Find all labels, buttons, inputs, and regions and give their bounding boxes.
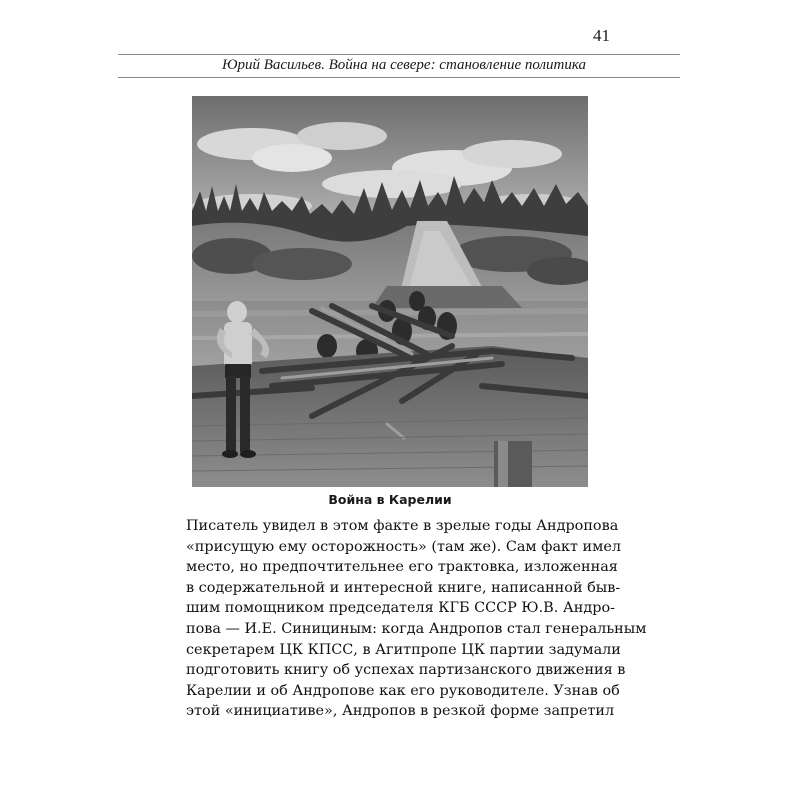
page-number: 41: [593, 26, 610, 45]
text-line: шим помощником председателя КГБ СССР Ю.В. Андро-: [186, 600, 615, 617]
text-line: Карелии и об Андропове как его руководителе. Узнав об: [186, 682, 620, 699]
text-line: подготовить книгу об успехах партизанского движения в: [186, 662, 626, 679]
text-line: «присущую ему осторожность» (там же). Сам факт имел: [186, 538, 621, 555]
figure-caption: Война в Карелии: [328, 492, 452, 507]
text-line: место, но предпочтительнее его трактовка, изложенная: [186, 559, 618, 576]
war-photo: [192, 96, 588, 487]
running-head: Юрий Васильев. Война на севере: становление политика: [221, 57, 586, 73]
header-rule-bottom: [118, 77, 680, 78]
text-line: секретарем ЦК КПСС, в Агитпропе ЦК партии задумали: [186, 641, 621, 658]
text-line: пова — И.Е. Синициным: когда Андропов стал генеральным: [186, 620, 647, 637]
text-line: этой «инициативе», Андропов в резкой форме запретил: [186, 703, 615, 720]
text-line: в содержательной и интересной книге, написанной быв-: [186, 579, 621, 596]
header-rule-top: [118, 54, 680, 55]
text-line: Писатель увидел в этом факте в зрелые годы Андропова: [186, 518, 619, 534]
body-paragraph: [186, 516, 647, 722]
